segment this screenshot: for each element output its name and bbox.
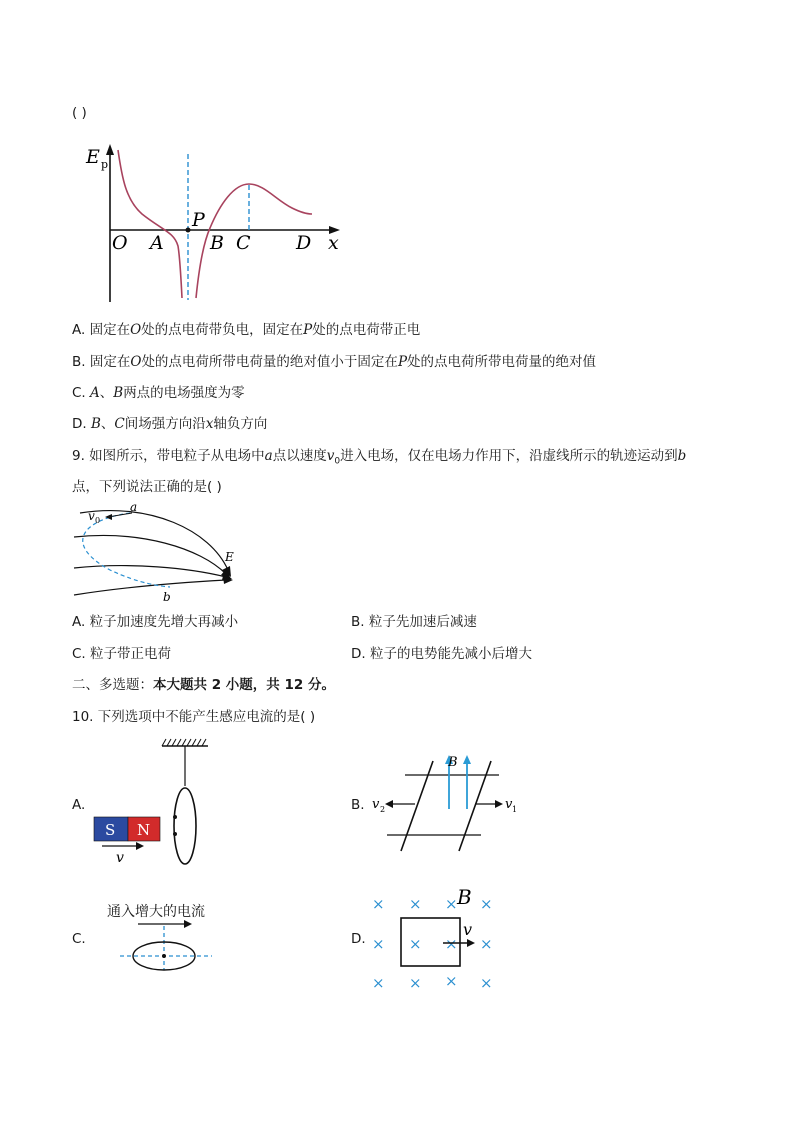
q10-fig-c-caption: 通入增大的电流 bbox=[107, 904, 205, 920]
q10-label-b: B. bbox=[351, 797, 365, 813]
magnet-v-label: v bbox=[116, 850, 124, 866]
label-p: P bbox=[192, 209, 205, 231]
b-cross: × bbox=[409, 935, 422, 953]
b-cross: × bbox=[480, 935, 493, 953]
point-b-label: b bbox=[163, 590, 171, 604]
v0-label-sub: 0 bbox=[95, 516, 101, 525]
v2-label: v bbox=[372, 797, 380, 812]
y-axis-arrow bbox=[106, 144, 114, 155]
b-cross: × bbox=[445, 935, 458, 953]
q9-stem-line2: 点，下列说法正确的是( ) bbox=[72, 479, 222, 495]
magnet-s-label: S bbox=[105, 821, 116, 839]
v0-label: v bbox=[88, 509, 95, 523]
q10-fig-c-ring-wire bbox=[118, 920, 218, 972]
q9-stem-line1: 9. 如图所示，带电粒子从电场中a点以速度$v_0$进入电场，仅在电场力作用下，沿虚线所示的轨迹运动到b bbox=[72, 448, 687, 467]
q8-option-b: B. 固定在O处的点电荷所带电荷量的绝对值小于固定在P处的点电荷所带电荷量的绝对值 bbox=[72, 354, 597, 370]
b-cross: × bbox=[409, 895, 422, 913]
v1-label: v bbox=[505, 797, 513, 812]
q10-label-d: D. bbox=[351, 931, 366, 947]
b-cross: × bbox=[480, 974, 493, 992]
b-label: B bbox=[448, 755, 458, 770]
point-a-label: a bbox=[130, 500, 138, 514]
b-cross: × bbox=[445, 895, 458, 913]
ep-label-sub: p bbox=[101, 158, 109, 171]
q10-stem: 10. 下列选项中不能产生感应电流的是( ) bbox=[72, 709, 316, 725]
q8-option-d: D. B、C间场强方向沿x轴负方向 bbox=[72, 416, 268, 432]
q9-option-d: D. 粒子的电势能先减小后增大 bbox=[351, 646, 532, 662]
field-line-2 bbox=[74, 535, 226, 574]
q8-option-c: C. A、B两点的电场强度为零 bbox=[72, 385, 245, 401]
q9-option-b: B. 粒子先加速后减速 bbox=[351, 614, 477, 630]
q9-field-figure bbox=[70, 500, 250, 610]
label-o: O bbox=[112, 232, 128, 254]
q10-fig-a-magnet-loop bbox=[90, 738, 230, 868]
magnet-n-label: N bbox=[137, 821, 151, 839]
b-cross: × bbox=[409, 974, 422, 992]
q8-option-a: A. 固定在O处的点电荷带负电，固定在P处的点电荷带正电 bbox=[72, 322, 421, 338]
ep-curve-left bbox=[118, 150, 182, 298]
e-label: E bbox=[225, 550, 234, 564]
q8-answer-paren: ( ) bbox=[72, 105, 87, 121]
section-2-heading: 二、多选题：本大题共 2 小题，共 12 分。 bbox=[72, 677, 335, 693]
q8-ep-graph bbox=[70, 138, 360, 308]
q9-option-a: A. 粒子加速度先增大再减小 bbox=[72, 614, 239, 630]
ep-label: E bbox=[86, 146, 100, 168]
b-field-label: B bbox=[457, 885, 472, 909]
loop-v-label: v bbox=[463, 920, 473, 939]
b-cross: × bbox=[372, 935, 385, 953]
label-c: C bbox=[236, 232, 251, 254]
v1-label-sub: 1 bbox=[512, 805, 518, 814]
b-cross: × bbox=[372, 974, 385, 992]
q10-fig-d-loop-field bbox=[365, 885, 505, 995]
q10-fig-b-rails bbox=[365, 745, 525, 857]
b-cross: × bbox=[372, 895, 385, 913]
field-line-4 bbox=[74, 580, 226, 595]
label-b: B bbox=[210, 232, 224, 254]
q10-label-c: C. bbox=[72, 931, 86, 947]
point-p bbox=[186, 228, 191, 233]
label-a: A bbox=[150, 232, 164, 254]
conducting-loop bbox=[174, 788, 196, 864]
q10-label-a: A. bbox=[72, 797, 86, 813]
v2-label-sub: 2 bbox=[380, 805, 386, 814]
b-cross: × bbox=[480, 895, 493, 913]
field-line-3 bbox=[74, 566, 226, 577]
label-x: x bbox=[328, 232, 339, 254]
b-cross: × bbox=[445, 972, 458, 990]
q9-option-c: C. 粒子带正电荷 bbox=[72, 646, 172, 662]
label-d: D bbox=[296, 232, 312, 254]
